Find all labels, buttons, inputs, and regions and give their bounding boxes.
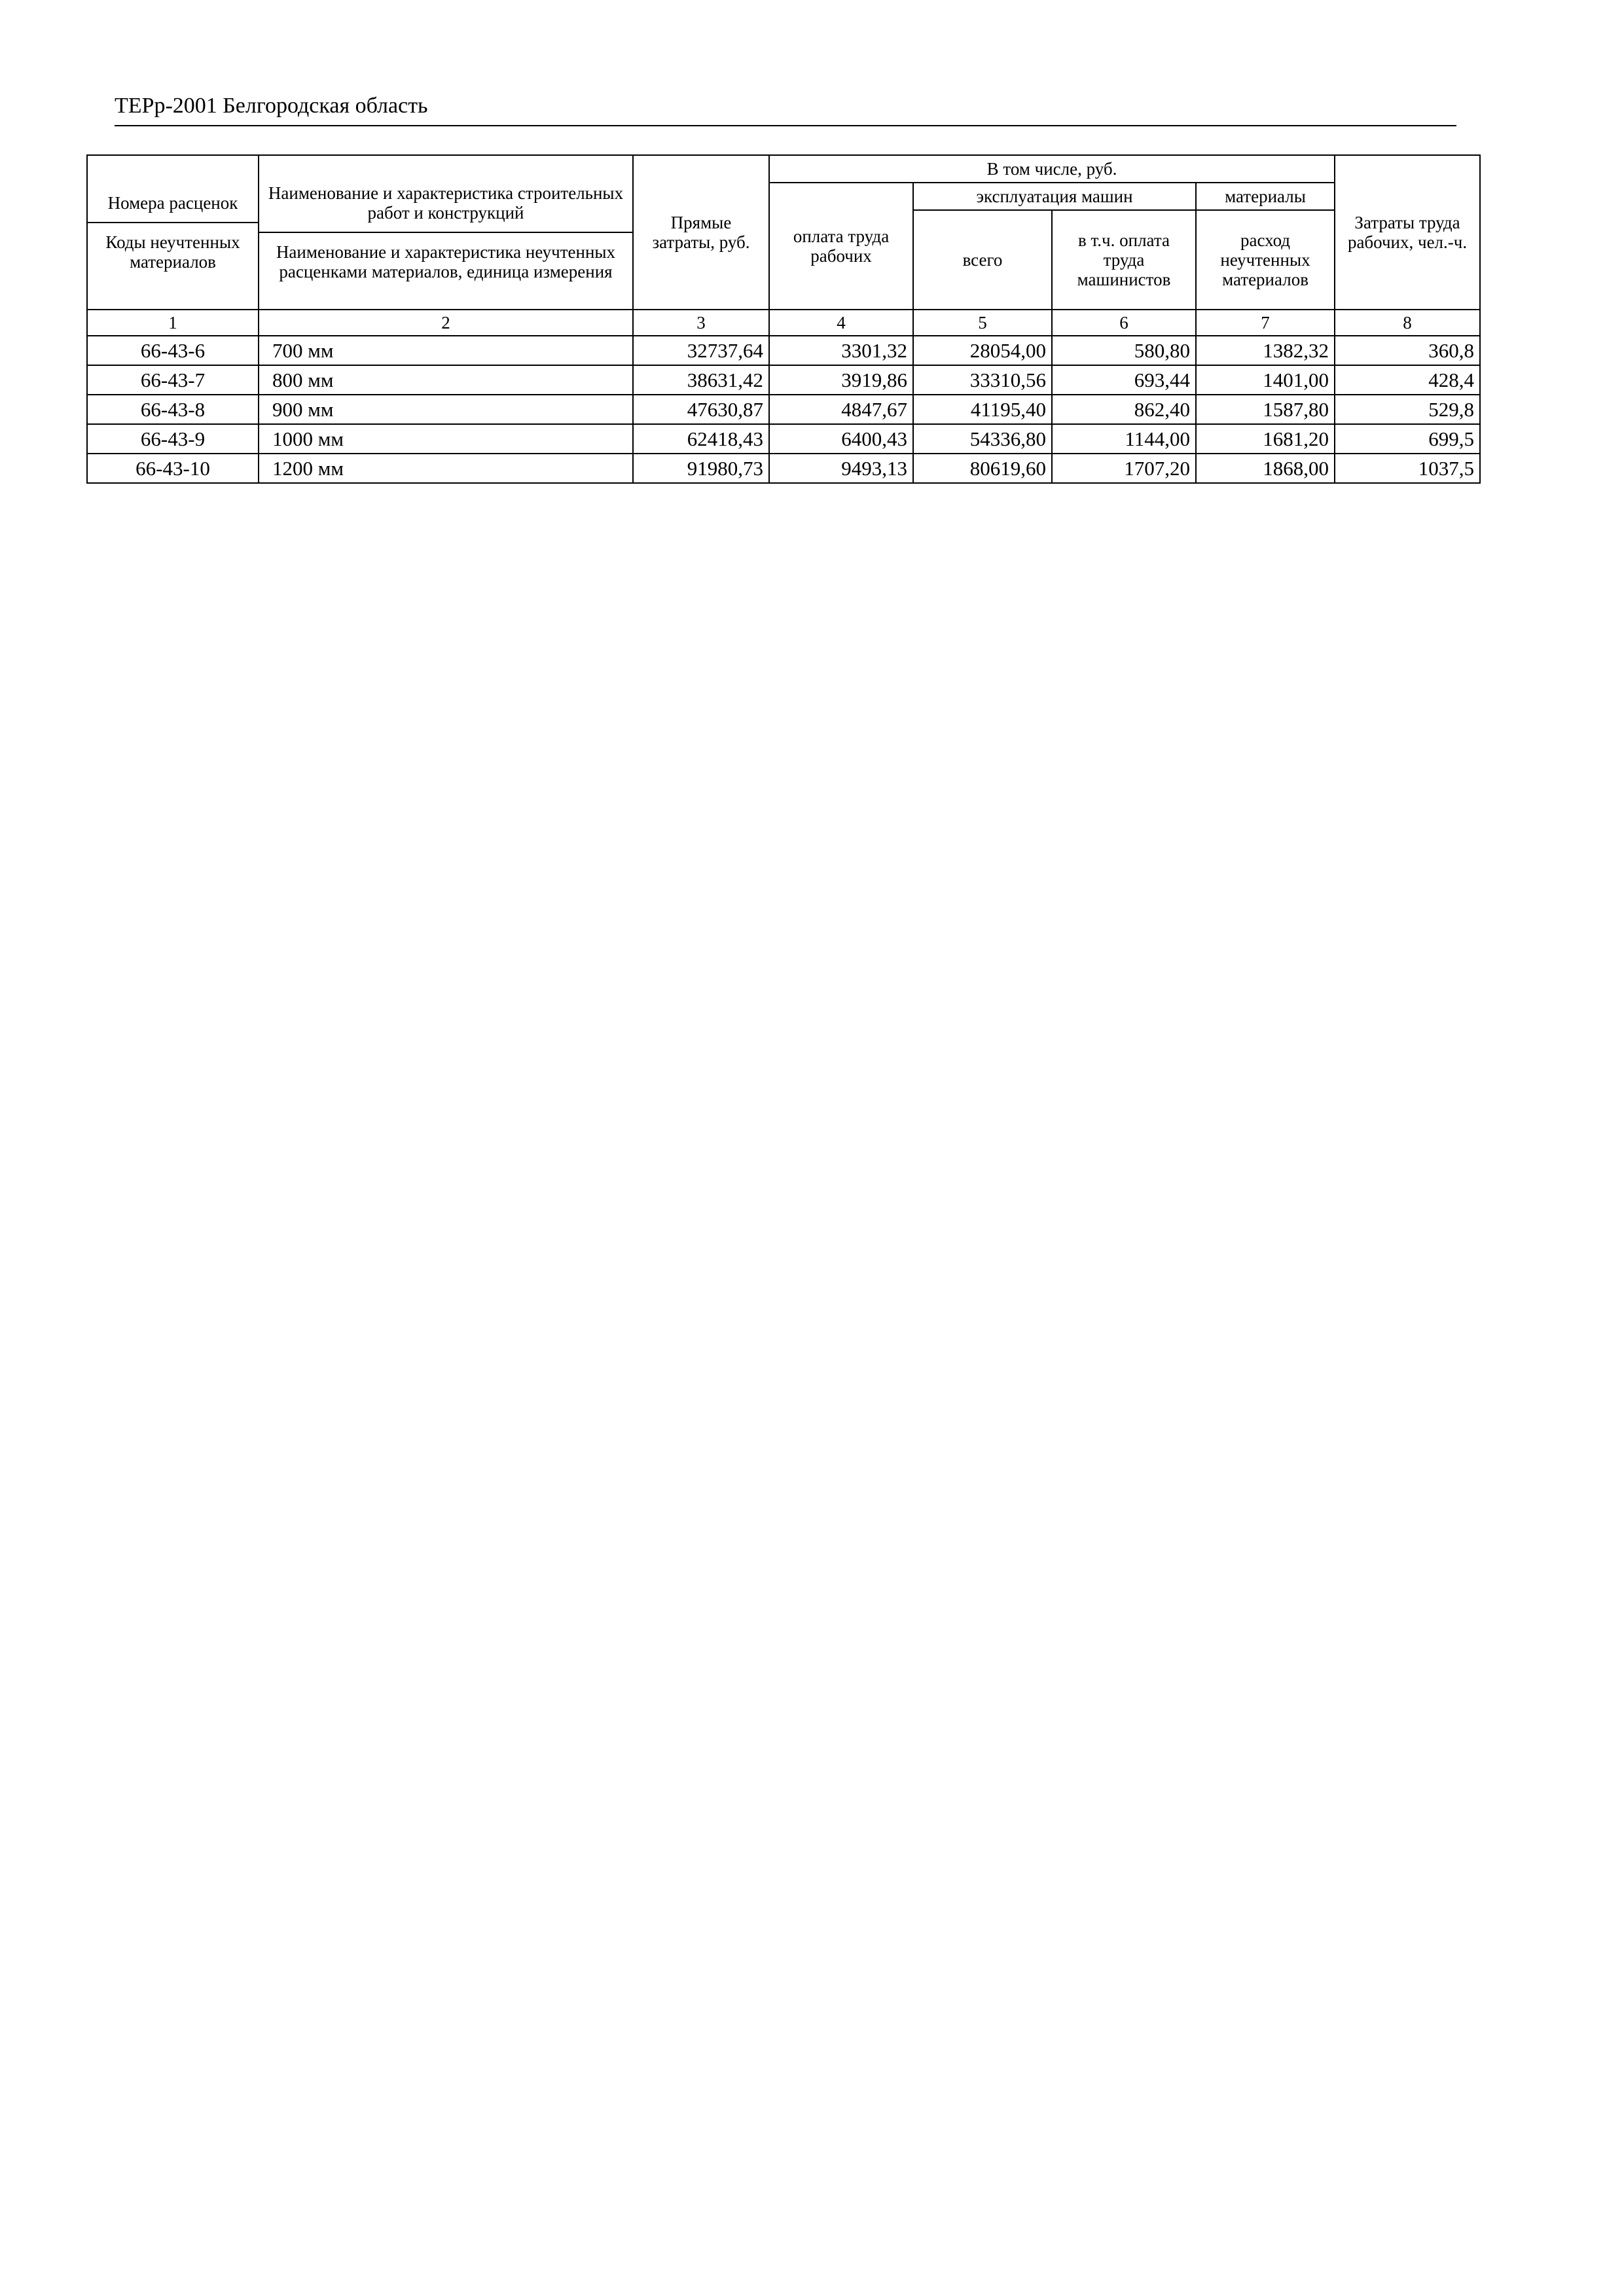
col-codes-top-label: Номера расценок — [107, 193, 238, 213]
col-names-header — [259, 155, 633, 310]
table-row — [87, 395, 1480, 424]
table-head — [87, 155, 1480, 336]
machines-total: 54336,80 — [913, 424, 1052, 454]
machinists-pay: 580,80 — [1052, 336, 1196, 365]
direct-costs: 32737,64 — [633, 336, 769, 365]
rate-code: 66-43-8 — [87, 395, 259, 424]
table-row — [87, 336, 1480, 365]
col-number: 2 — [259, 310, 633, 336]
labor-pay: 9493,13 — [769, 454, 913, 483]
rate-code: 66-43-6 — [87, 336, 259, 365]
col-labor-header: Затраты труда рабочих, чел.-ч. — [1335, 155, 1480, 310]
col-codes-header — [87, 155, 259, 310]
machinists-pay: 1707,20 — [1052, 454, 1196, 483]
rate-name: 1000 мм — [259, 424, 633, 454]
col-number: 7 — [1196, 310, 1335, 336]
direct-costs: 47630,87 — [633, 395, 769, 424]
labor-pay: 4847,67 — [769, 395, 913, 424]
machinists-pay: 693,44 — [1052, 365, 1196, 395]
materials-cost: 1382,32 — [1196, 336, 1335, 365]
col-names-top-label: Наименование и характеристика строительных работ и конструкций — [268, 183, 624, 223]
labor-hours: 529,8 — [1335, 395, 1480, 424]
materials-cost: 1401,00 — [1196, 365, 1335, 395]
col-number: 8 — [1335, 310, 1480, 336]
col-machines-total-header: всего — [913, 210, 1052, 310]
col-number: 6 — [1052, 310, 1196, 336]
machines-total: 28054,00 — [913, 336, 1052, 365]
col-materials-unaccounted-header: расход неучтенных материалов — [1196, 210, 1335, 310]
machinists-pay: 862,40 — [1052, 395, 1196, 424]
rate-name: 900 мм — [259, 395, 633, 424]
machines-total: 41195,40 — [913, 395, 1052, 424]
direct-costs: 91980,73 — [633, 454, 769, 483]
col-direct-header: Прямые затраты, руб. — [633, 155, 769, 310]
machines-total: 33310,56 — [913, 365, 1052, 395]
labor-pay: 6400,43 — [769, 424, 913, 454]
table-row — [87, 454, 1480, 483]
machines-total: 80619,60 — [913, 454, 1052, 483]
labor-pay: 3919,86 — [769, 365, 913, 395]
col-codes-bottom-label: Коды неучтенных материалов — [105, 232, 240, 272]
header-divider — [259, 232, 632, 233]
col-materials-header: материалы — [1196, 183, 1335, 210]
col-group-header: В том числе, руб. — [769, 155, 1335, 183]
materials-cost: 1681,20 — [1196, 424, 1335, 454]
labor-hours: 1037,5 — [1335, 454, 1480, 483]
col-machines-header: эксплуатация машин — [913, 183, 1196, 210]
rate-code: 66-43-7 — [87, 365, 259, 395]
materials-cost: 1587,80 — [1196, 395, 1335, 424]
table-row — [87, 365, 1480, 395]
labor-pay: 3301,32 — [769, 336, 913, 365]
col-number: 4 — [769, 310, 913, 336]
col-machinists-header: в т.ч. оплата труда машинистов — [1052, 210, 1196, 310]
rate-name: 1200 мм — [259, 454, 633, 483]
header-divider — [88, 222, 258, 223]
direct-costs: 62418,43 — [633, 424, 769, 454]
rate-code: 66-43-9 — [87, 424, 259, 454]
labor-hours: 428,4 — [1335, 365, 1480, 395]
table-body — [87, 336, 1480, 483]
col-number: 1 — [87, 310, 259, 336]
col-number: 5 — [913, 310, 1052, 336]
labor-hours: 360,8 — [1335, 336, 1480, 365]
col-names-bottom-label: Наименование и характеристика неучтенных расценками материалов, единица измерения — [276, 242, 616, 281]
labor-hours: 699,5 — [1335, 424, 1480, 454]
rates-table — [86, 154, 1481, 484]
col-labor-pay-header: оплата труда рабочих — [769, 183, 913, 310]
rate-name: 700 мм — [259, 336, 633, 365]
rate-name: 800 мм — [259, 365, 633, 395]
materials-cost: 1868,00 — [1196, 454, 1335, 483]
table-row — [87, 424, 1480, 454]
col-number: 3 — [633, 310, 769, 336]
machinists-pay: 1144,00 — [1052, 424, 1196, 454]
direct-costs: 38631,42 — [633, 365, 769, 395]
rate-code: 66-43-10 — [87, 454, 259, 483]
page-header: ТЕРр-2001 Белгородская область — [115, 94, 1456, 126]
